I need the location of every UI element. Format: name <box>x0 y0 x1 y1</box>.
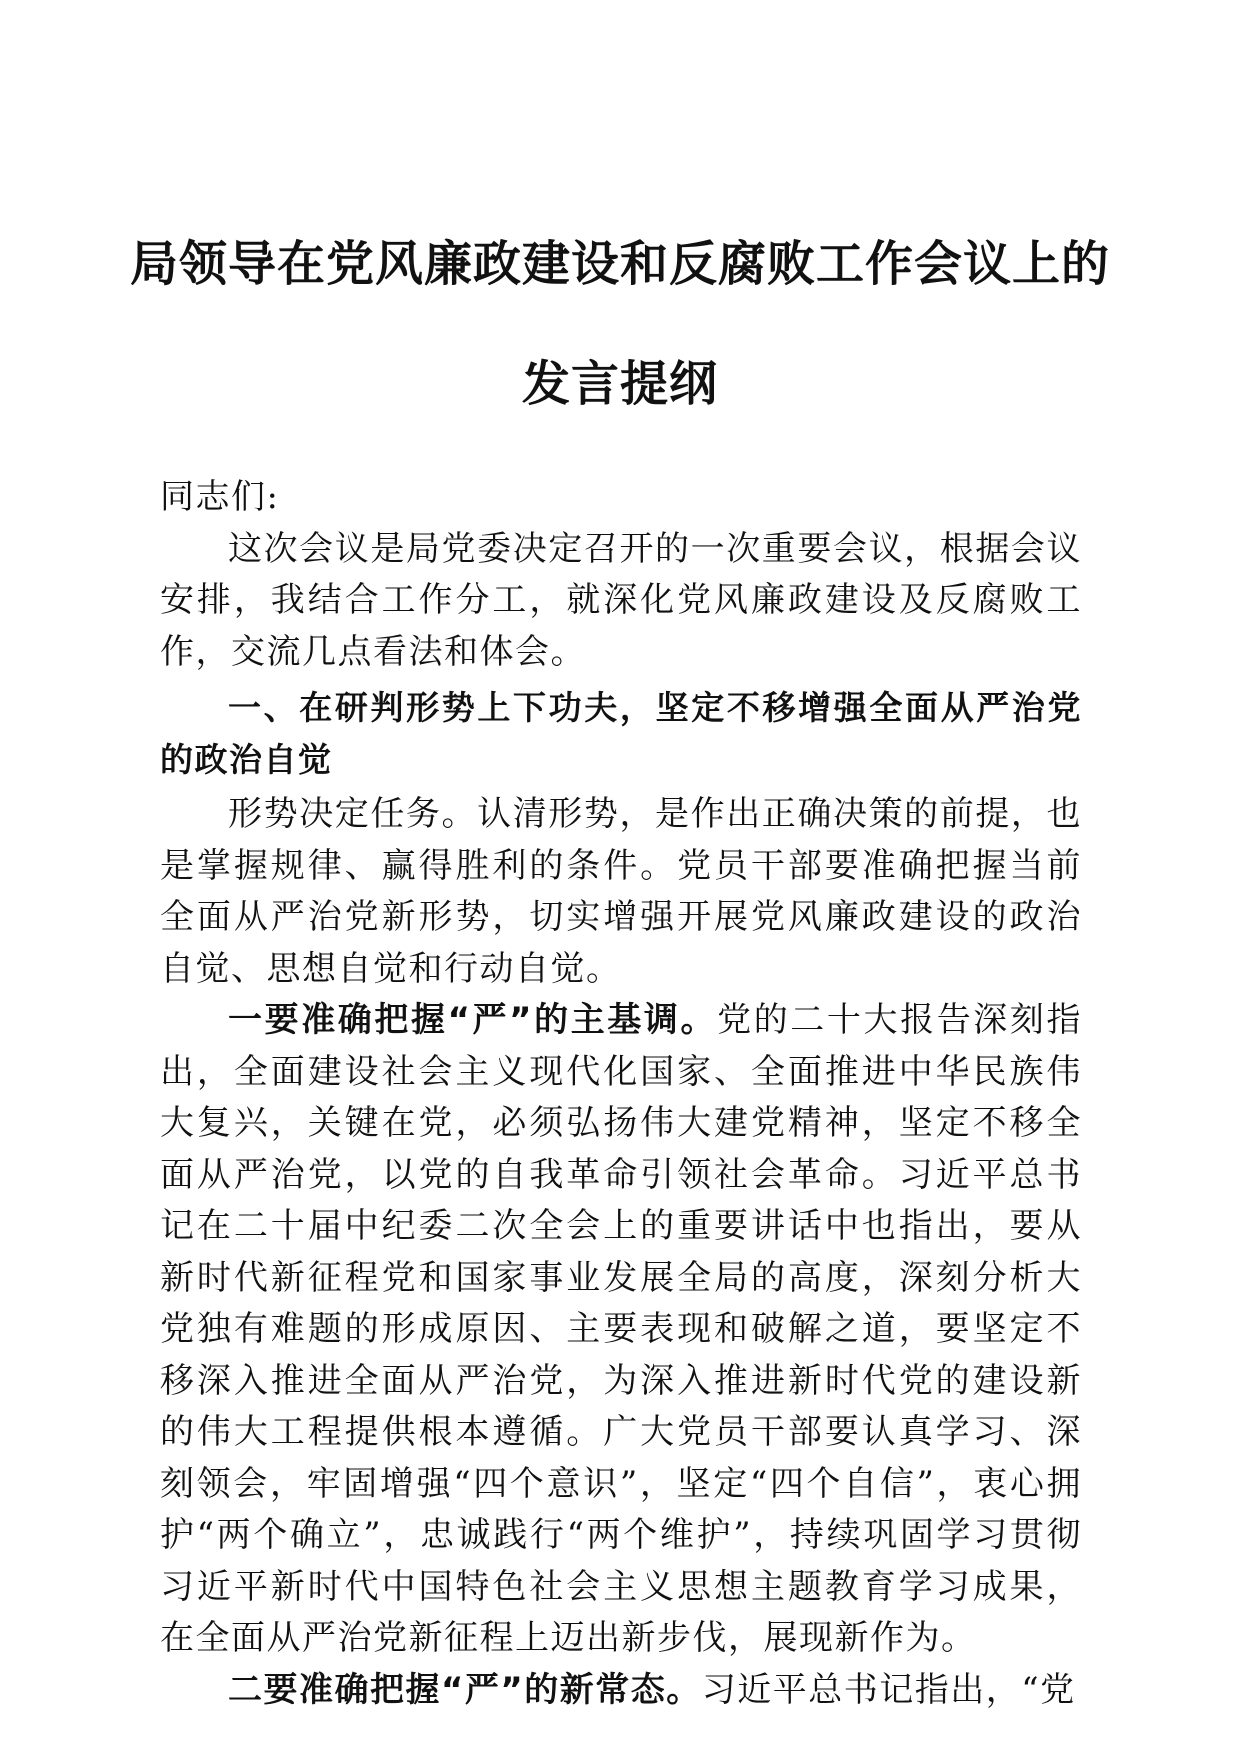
document-title-line-1: 局领导在党风廉政建设和反腐败工作会议上的 <box>129 236 1110 292</box>
greeting: 同志们: <box>160 477 280 517</box>
document-title-line-2: 发言提纲 <box>521 356 718 412</box>
intro-paragraph: 这次会议是局党委决定召开的一次重要会议，根据会议安排，我结合工作分工，就深化党风廉政建设及反腐败工作，交流几点看法和体会。 <box>160 528 1082 672</box>
point-2-paragraph <box>160 1665 1082 1717</box>
section-1-heading: 一、在研判形势上下功夫，坚定不移增强全面从严治党的政治自觉 <box>160 688 1082 779</box>
point-2-lead: 二要准确把握“严”的新常态。 <box>228 1669 702 1710</box>
section-1-paragraph: 形势决定任务。认清形势，是作出正确决策的前提，也是掌握规律、赢得胜利的条件。党员干部要准确把握当前全面从严治党新形势，切实增强开展党风廉政建设的政治自觉、思想自觉和行动自觉。 <box>160 794 1082 989</box>
point-1-paragraph <box>160 995 1082 1665</box>
point-1-body: 党的二十大报告深刻指出，全面建设社会主义现代化国家、全面推进中华民族伟大复兴，关键在党，必须弘扬伟大建党精神，坚定不移全面从严治党，以党的自我革命引领社会革命。习近平总书记在二十届中纪委二次全会上的重要讲话中也指出，要从新时代新征程党和国家事业发展全局的高度，深刻分析大党独有难题的形成原因、主要表现和破解之道，要坚定不移深入推进全面从严治党，为深入推进新时代党的建设新的伟大工程提供根本遵循。广大党员干部要认真学习、深刻领会，牢固增强“四个意识”，坚定“四个自信”，衷心拥护“两个确立”，忠诚践行“两个维护”，持续巩固学习贯彻习近平新时代中国特色社会主义思想主题教育学习成果，在全面从严治党新征程上迈出新步伐，展现新作为。 <box>160 1000 1082 1658</box>
point-2-body: 习近平总书记指出，“党 <box>701 1669 1076 1710</box>
point-1-lead: 一要准确把握“严”的主基调。 <box>228 1000 718 1040</box>
document-body <box>160 472 1082 1716</box>
